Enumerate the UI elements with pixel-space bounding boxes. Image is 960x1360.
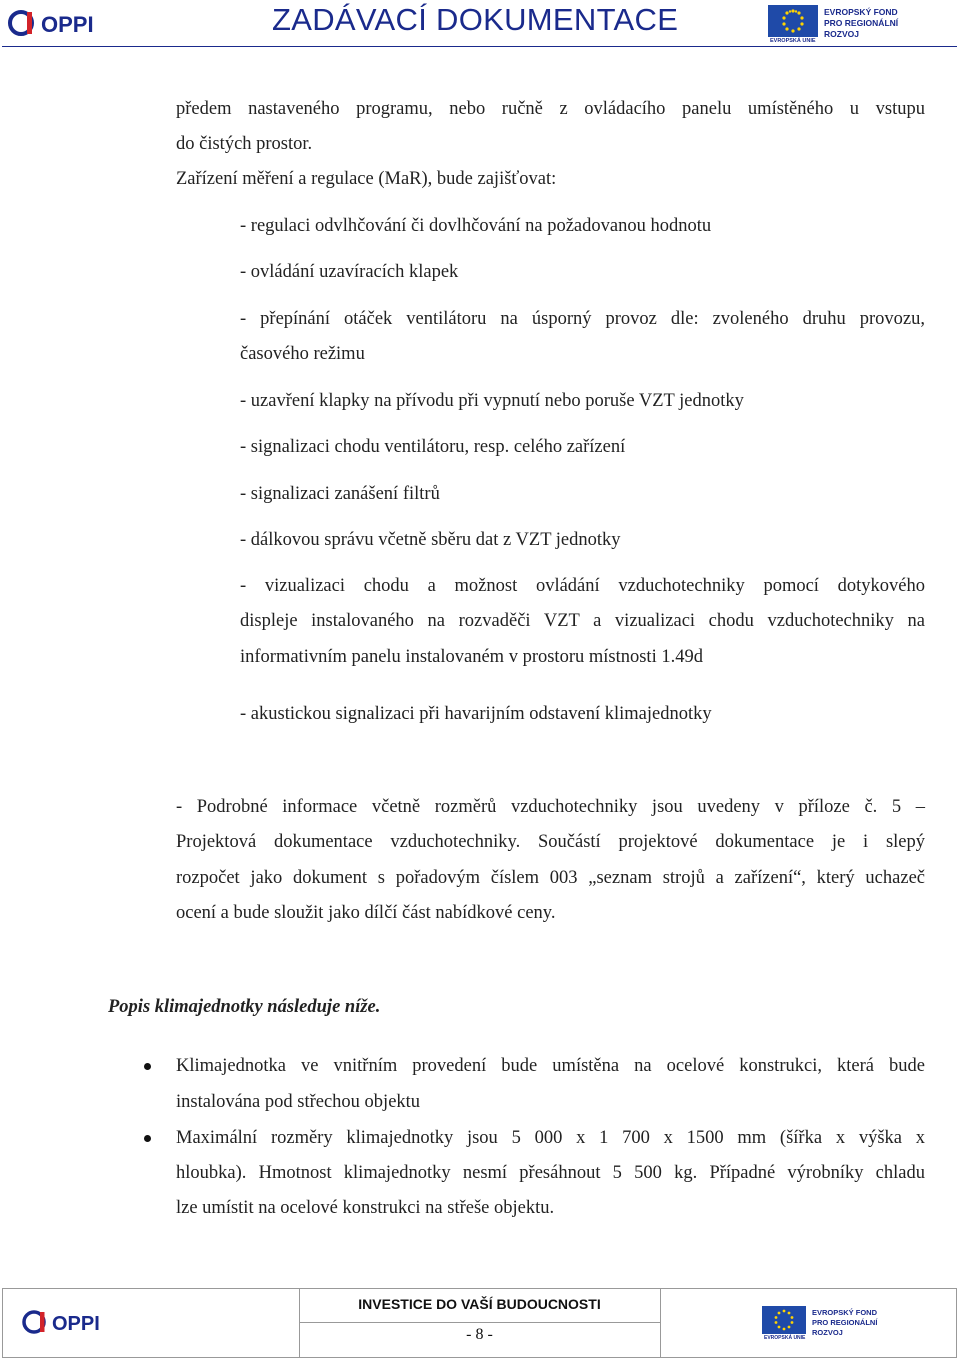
mar-item: - uzavření klapky na přívodu při vypnutí nebo poruše VZT jednotky [240,391,744,411]
mar-item: displeje instalovaného na rozvaděči VZT a vizualizaci chodu vzduchotechniky na [240,611,925,631]
oppi-logo-text: OPPI [52,1313,100,1335]
mar-item: - dálkovou správu včetně sběru dat z VZT jednotky [240,530,621,550]
popis-heading: Popis klimajednotky následuje níže. [108,997,381,1017]
podrobne-paragraph-line: ocení a bude sloužit jako dílčí část nabídkové ceny. [176,903,556,923]
eu-line: ROZVOJ [824,29,859,39]
eu-line: PRO REGIONÁLNÍ [812,1318,878,1327]
footer-divider [660,1288,661,1358]
mar-item: informativním panelu instalovaném v prostoru místnosti 1.49d [240,647,703,667]
mar-item: - signalizaci zanášení filtrů [240,484,440,504]
mar-item: - vizualizaci chodu a možnost ovládání vzduchotechniky pomocí dotykového [240,576,925,596]
intro-line: do čistých prostor. [176,134,313,154]
page-title: ZADÁVACÍ DOKUMENTACE [272,2,679,37]
eu-caption: EVROPSKÁ UNIE [764,1335,806,1340]
eu-line: EVROPSKÝ FOND [824,7,898,17]
bullet-item-line: hloubka). Hmotnost klimajednotky nesmí přesáhnout 5 500 kg. Případné výrobníky chladu [176,1163,925,1183]
footer-slogan: INVESTICE DO VAŠÍ BUDOUCNOSTI [358,1296,601,1312]
page-footer [0,1288,960,1360]
eu-flag-logo [768,5,938,43]
bullet-item-line: Maximální rozměry klimajednotky jsou 5 000 x 1 700 x 1500 mm (šířka x výška x [176,1128,925,1148]
eu-flag-logo [762,1306,912,1340]
mar-heading: Zařízení měření a regulace (MaR), bude zajišťovat: [176,169,557,189]
mar-item: - signalizaci chodu ventilátoru, resp. celého zařízení [240,437,626,457]
bullet-icon [144,1063,151,1070]
oppi-logo [22,1308,122,1336]
bullet-item-line: instalována pod střechou objektu [176,1092,421,1112]
mar-item: časového režimu [240,344,365,364]
intro-line: předem nastaveného programu, nebo ručně z ovládacího panelu umístěného u vstupu [176,99,925,119]
podrobne-paragraph-line: rozpočet jako dokument s pořadovým číslem 003 „seznam strojů a zařízení“, který uchazeč [176,868,925,888]
header-divider [2,46,957,47]
bullet-item-line: Klimajednotka ve vnitřním provedení bude umístěna na ocelové konstrukci, která bude [176,1056,925,1076]
page-number: - 8 - [466,1326,493,1343]
eu-line: PRO REGIONÁLNÍ [824,18,899,28]
page-header [0,0,960,50]
podrobne-paragraph-line: Projektová dokumentace vzduchotechniky. Součástí projektové dokumentace je i slepý [176,832,925,852]
footer-divider [299,1322,660,1323]
oppi-logo [7,8,119,38]
eu-caption: EVROPSKÁ UNIE [770,38,816,43]
eu-line: ROZVOJ [812,1328,843,1337]
eu-line: EVROPSKÝ FOND [812,1308,878,1317]
mar-item: - přepínání otáček ventilátoru na úsporný provoz dle: zvoleného druhu provozu, [240,309,925,329]
oppi-logo-text: OPPI [41,12,94,37]
podrobne-paragraph-line: - Podrobné informace včetně rozměrů vzduchotechniky jsou uvedeny v příloze č. 5 – [176,797,925,817]
mar-item: - akustickou signalizaci při havarijním odstavení klimajednotky [240,704,712,724]
mar-item: - regulaci odvlhčování či dovlhčování na požadovanou hodnotu [240,216,712,236]
mar-item: - ovládání uzavíracích klapek [240,262,459,282]
bullet-icon [144,1135,151,1142]
bullet-item-line: lze umístit na ocelové konstrukci na střeše objektu. [176,1198,555,1218]
